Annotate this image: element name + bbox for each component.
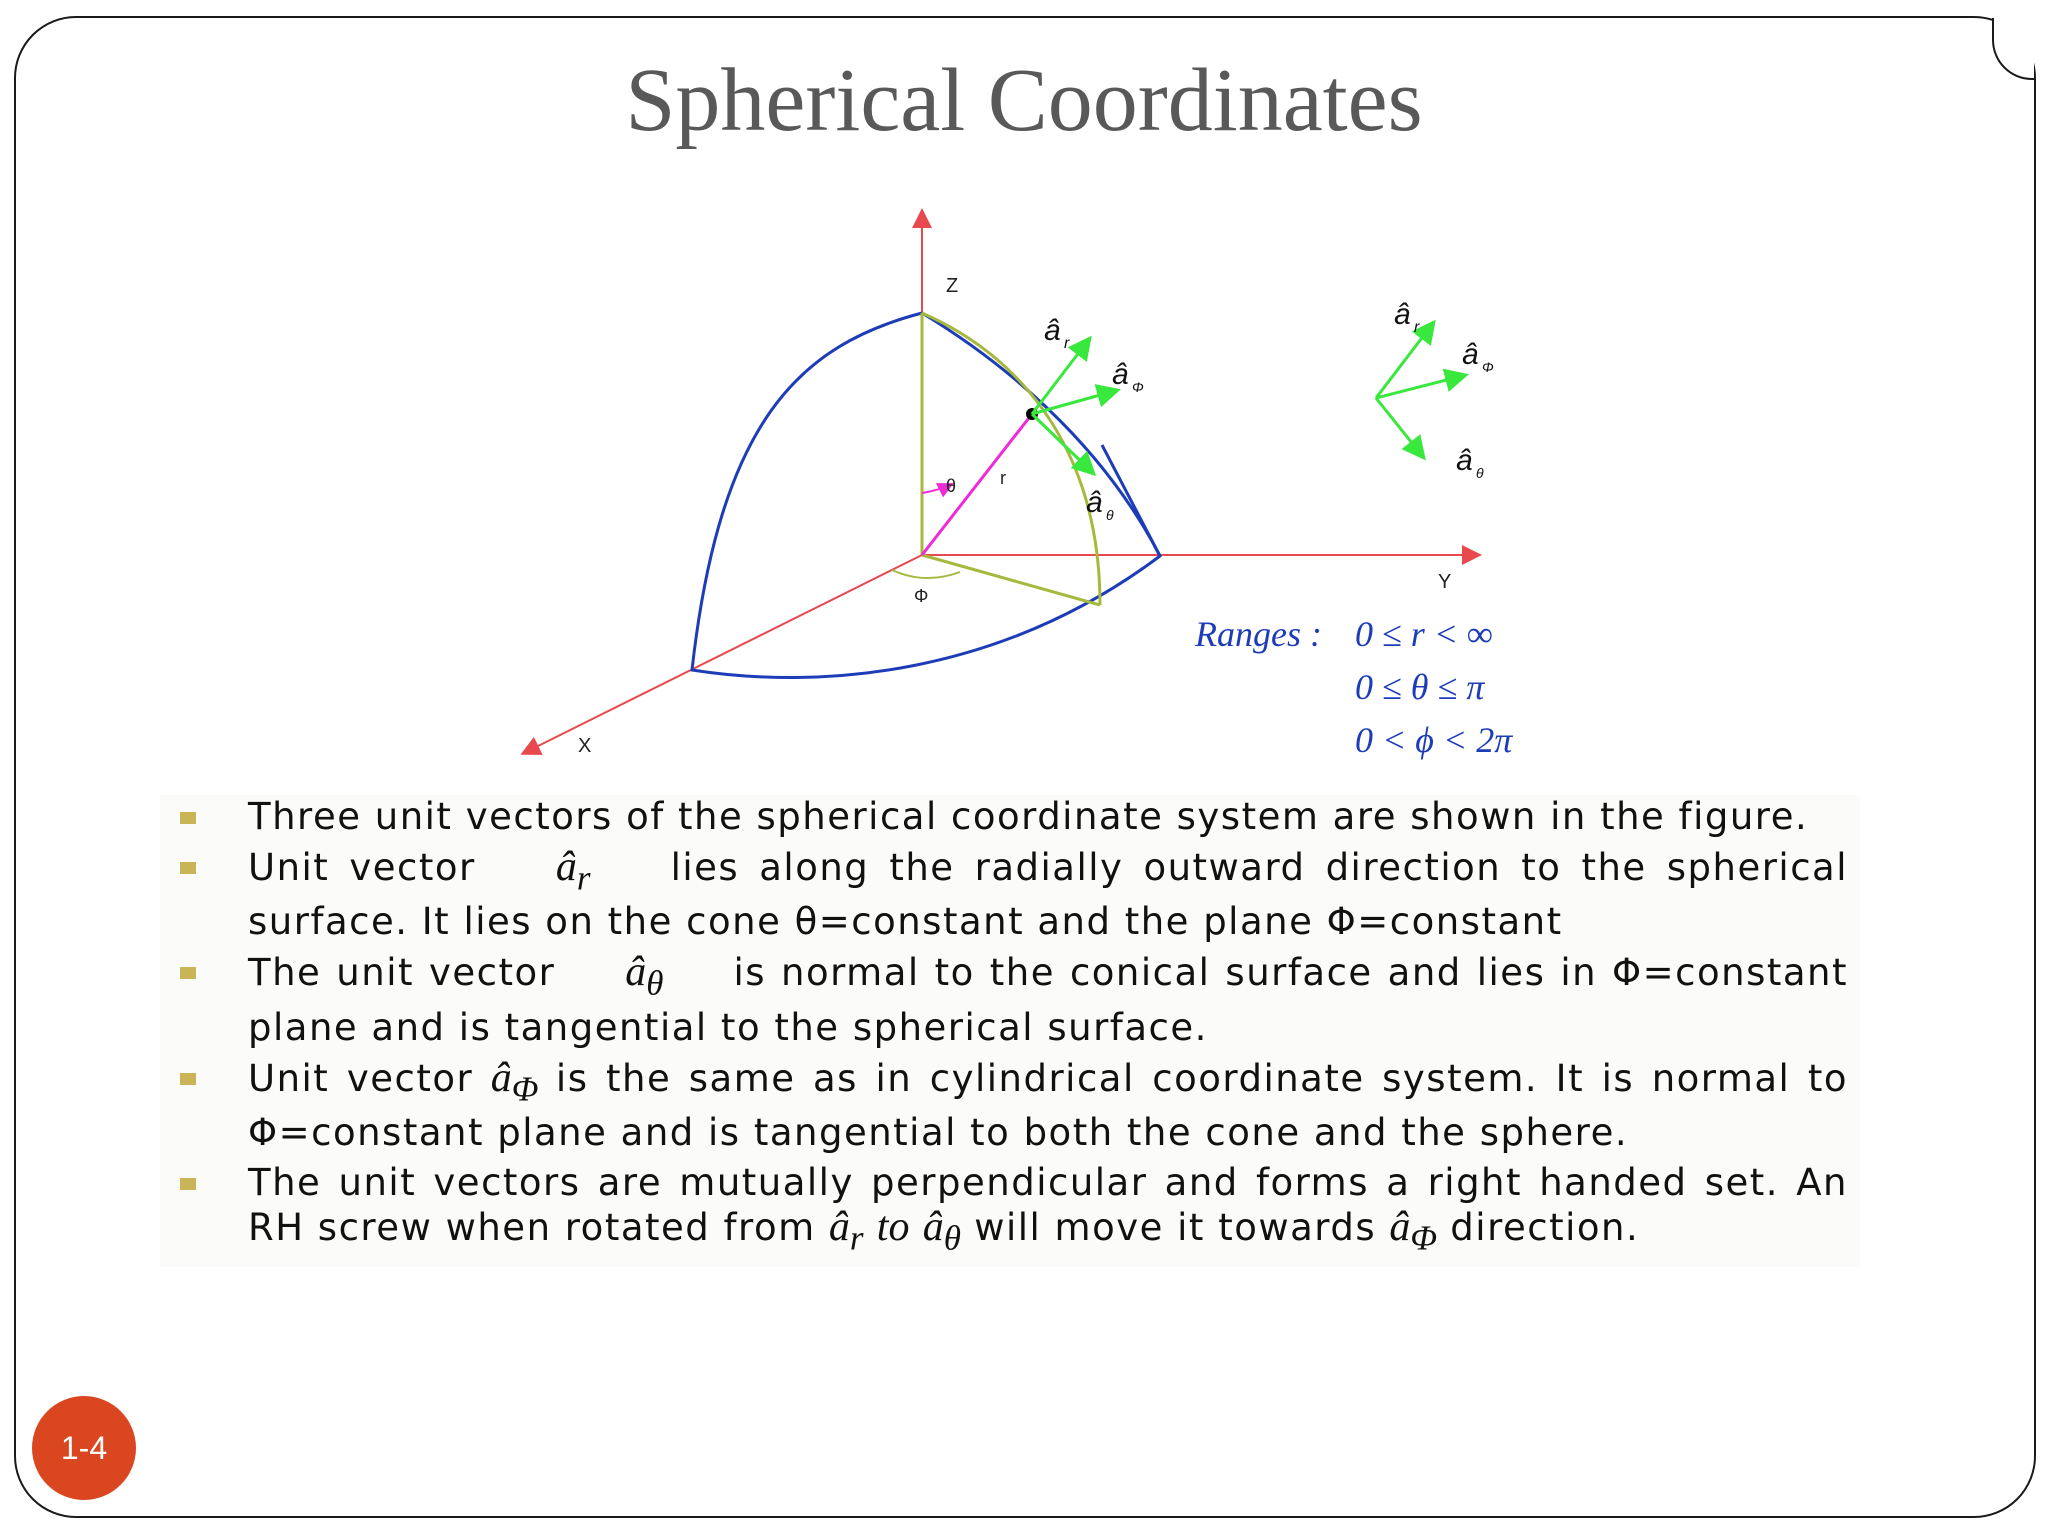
svg-text:r: r [1064, 335, 1070, 352]
bullet-suffix: is the same as in cylindrical coordinate system. It is normal to Φ=constant plane and is tangential to both the cone and the sphere. [248, 1056, 1848, 1155]
radius-vector [922, 414, 1032, 555]
bullet-item [160, 845, 1848, 944]
svg-text:â: â [1462, 338, 1479, 371]
theta-label: θ [946, 476, 957, 496]
bullet-item [160, 1056, 1848, 1155]
sphere-outline-right [922, 313, 1160, 556]
x-axis [524, 555, 922, 753]
svg-text:â: â [1086, 486, 1103, 519]
svg-text:r: r [1414, 319, 1420, 336]
ranges-heading: Ranges : [1195, 614, 1322, 654]
bullet-to: to [876, 1204, 910, 1251]
a-theta-label [1086, 486, 1114, 523]
svg-text:â: â [1112, 358, 1129, 391]
bullet-marker [180, 812, 196, 824]
bullet-prefix: Unit vector [248, 846, 476, 889]
bullet-item [160, 950, 1848, 1049]
vector-a-theta: $â_\theta$ [922, 1204, 961, 1258]
bullet-marker [180, 1073, 196, 1085]
r-label: r [1000, 468, 1006, 488]
page-number-badge: 1-4 [32, 1396, 136, 1500]
bullet-list [160, 795, 1860, 1267]
projection-line [922, 555, 1100, 605]
svg-text:θ: θ [1476, 465, 1484, 481]
bullet-suffix: is normal to the conical surface and lies in Φ=constant plane and is tangential to the spherical surface. [248, 951, 1848, 1049]
slide-title: Spherical Coordinates [625, 51, 1423, 150]
bullet-item [160, 795, 1848, 839]
vector-a-theta: $â_\theta$ [625, 949, 664, 1003]
triad-a-phi-label [1462, 338, 1494, 375]
ranges-block [1194, 614, 1513, 760]
a-phi-label [1112, 358, 1144, 395]
phi-arc [892, 570, 960, 578]
ranges-line-1: 0 ≤ r < ∞ [1355, 614, 1493, 654]
bullet-marker [180, 862, 196, 874]
triad-a-theta-label [1456, 444, 1484, 481]
a-r-vector [1032, 338, 1090, 414]
a-phi-vector [1032, 390, 1118, 414]
y-axis-label: Y [1438, 571, 1452, 593]
bullet-suffix: lies along the radially outward direction to the spherical surface. It lies on the cone θ=constant and the plane Φ=constant [248, 846, 1849, 944]
x-axis-label: X [578, 735, 592, 757]
bullet-end: direction. [1450, 1206, 1640, 1250]
z-axis-label: Z [946, 275, 959, 297]
bullet-item [160, 1161, 1848, 1260]
triad-a-r-label [1394, 298, 1420, 336]
bullet-prefix: Unit vector [248, 1056, 474, 1100]
vector-a-r: $â_r$ [555, 844, 591, 898]
ranges-line-2: 0 ≤ θ ≤ π [1355, 667, 1485, 707]
vector-a-phi: $â_\Phi$ [1389, 1204, 1438, 1258]
triad-a-theta [1376, 398, 1424, 458]
svg-text:θ: θ [1106, 507, 1114, 523]
bullet-prefix: The unit vector [248, 951, 556, 995]
a-r-label [1044, 314, 1070, 352]
bullet-marker [180, 967, 196, 979]
vector-a-r: $â_r$ [828, 1204, 864, 1258]
svg-text:Φ: Φ [1132, 379, 1144, 395]
bullet-marker [180, 1178, 196, 1190]
phi-label: Φ [914, 586, 929, 606]
ranges-line-3: 0 < ϕ < 2π [1355, 720, 1513, 760]
bullet-suffix: will move it towards [974, 1206, 1377, 1250]
bullet-prefix: The unit vectors are mutually perpendicular and forms a right handed set. An RH screw when rotated from [248, 1161, 1848, 1250]
svg-text:Φ: Φ [1482, 359, 1494, 375]
bullet-text: Three unit vectors of the spherical coordinate system are shown in the figure. [248, 795, 1809, 838]
svg-text:â: â [1394, 298, 1411, 331]
vector-a-phi: $â_\Phi$ [490, 1054, 539, 1109]
svg-text:â: â [1456, 444, 1473, 477]
svg-text:â: â [1044, 314, 1061, 347]
